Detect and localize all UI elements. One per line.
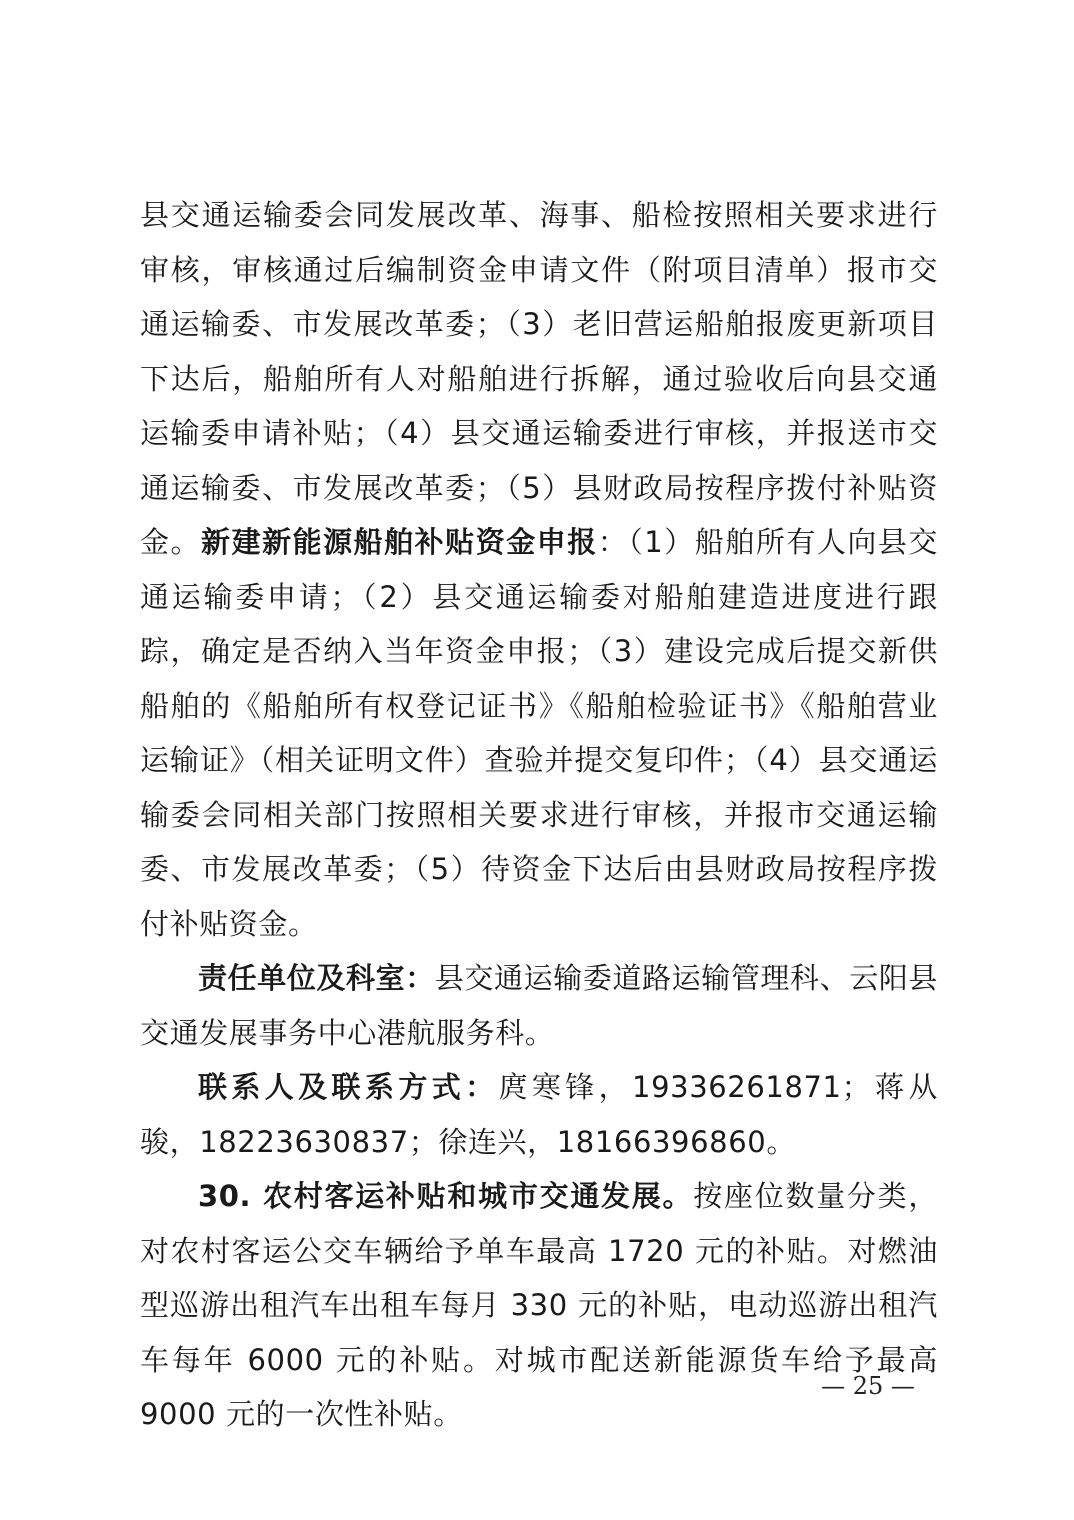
document-body [140, 188, 938, 1442]
responsible-unit-label: 责任单位及科室： [198, 961, 435, 995]
paragraph-item-30 [140, 1169, 938, 1442]
paragraph-subsidy-procedure [140, 188, 938, 951]
page-number: — 25 — [821, 1372, 915, 1400]
responsible-unit-text: 县交通运输委道路运输管理科、云阳县交通发展事务中心港航服务科。 [140, 961, 939, 1050]
item-30-text: 按座位数量分类，对农村客运公交车辆给予单车最高 1720 元的补贴。对燃油型巡游出租汽车出租车每月 330 元的补贴，电动巡游出租汽车每年 6000 元的补贴。对城市配送新能源货车给予最高 9000 元的一次性补贴。 [140, 1179, 938, 1431]
paragraph-text-a: 县交通运输委会同发展改革、海事、船检按照相关要求进行审核，审核通过后编制资金申请文件（附项目清单）报市交通运输委、市发展改革委；（3）老旧营运船舶报废更新项目下达后，船舶所有人对船舶进行拆解，通过验收后向县交通运输委申请补贴；（4）县交通运输委进行审核，并报送市交通运输委、市发展改革委；（5）县财政局按程序拨付补贴资金。 [140, 198, 938, 559]
contact-label: 联系人及联系方式： [198, 1070, 499, 1104]
paragraph-contact [140, 1060, 938, 1169]
contact-text: 庹寒锋，19336261871；蒋从骏，18223630837；徐连兴，18166396860。 [140, 1070, 938, 1159]
paragraph-responsible-unit [140, 951, 938, 1060]
paragraph-text-b: ：（1）船舶所有人向县交通运输委申请；（2）县交通运输委对船舶建造进度进行跟踪，确定是否纳入当年资金申报；（3）建设完成后提交新供船舶的《船舶所有权登记证书》《船舶检验证书》《船舶营业运输证》（相关证明文件）查验并提交复印件；（4）县交通运输委会同相关部门按照相关要求进行审核，并报市交通运输委、市发展改革委；（5）待资金下达后由县财政局按程序拨付补贴资金。 [140, 525, 938, 941]
item-30-label: 30. 农村客运补贴和城市交通发展。 [198, 1179, 694, 1213]
new-energy-ship-subsidy-label: 新建新能源船舶补贴资金申报 [201, 525, 598, 559]
